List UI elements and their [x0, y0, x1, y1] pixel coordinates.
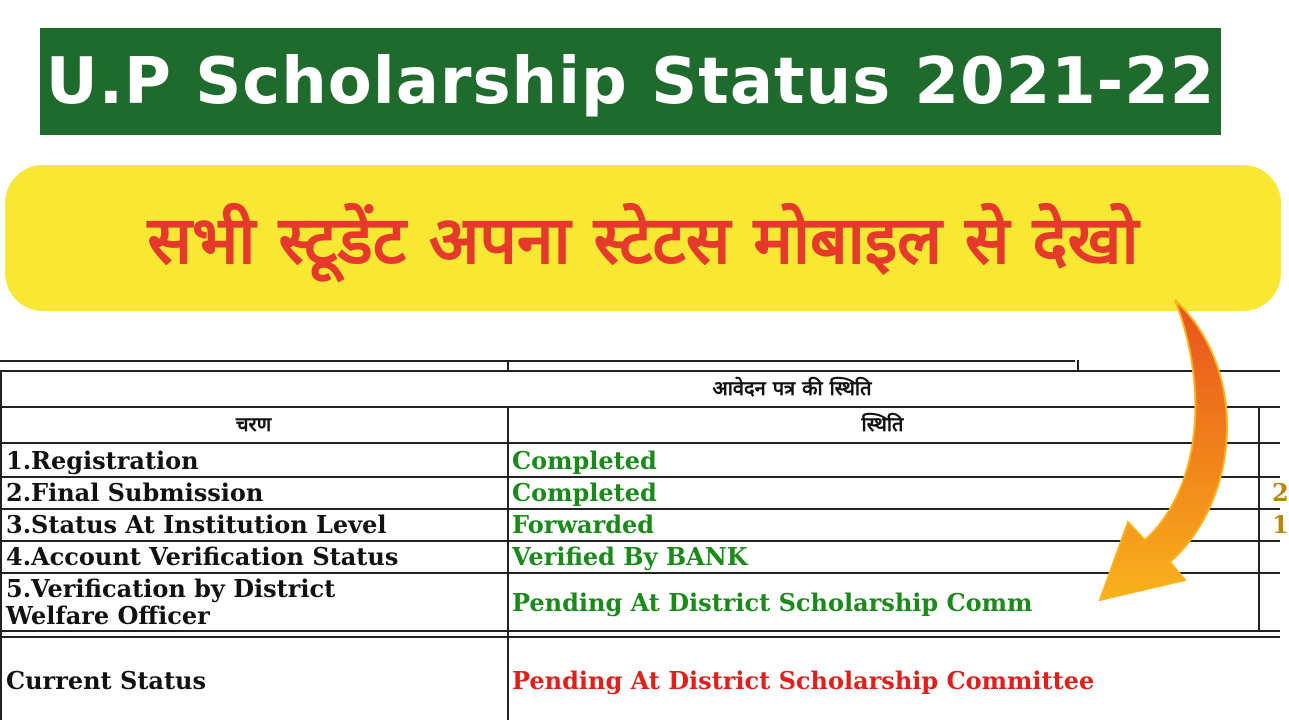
row-status-final-submission: Completed [512, 478, 657, 507]
row-status-district: Pending At District Scholarship Comm [512, 588, 1033, 617]
table-border [0, 630, 1280, 632]
side-fragment: 2 [1272, 478, 1289, 507]
current-status-value: Pending At District Scholarship Committee [512, 666, 1095, 695]
row-stage-institution: 3.Status At Institution Level [6, 510, 387, 539]
title-banner [40, 28, 1221, 135]
table-border [0, 360, 1075, 362]
column-header-stage: चरण [235, 412, 272, 436]
table-border [507, 360, 509, 370]
row-status-institution: Forwarded [512, 510, 655, 539]
hindi-banner [5, 165, 1281, 311]
table-border [0, 442, 1280, 444]
table-border [507, 406, 509, 720]
row-status-account-verification: Verified By BANK [512, 542, 748, 571]
row-stage-district-line2: Welfare Officer [6, 601, 210, 630]
row-stage-district-line1: 5.Verification by District [6, 574, 336, 603]
side-fragment: 1 [1272, 510, 1289, 539]
column-header-status: स्थिति [861, 412, 904, 436]
table-border [0, 370, 1280, 372]
row-stage-registration: 1.Registration [6, 446, 199, 475]
page-title: U.P Scholarship Status 2021-22 [45, 44, 1216, 119]
status-table [0, 360, 1289, 720]
row-stage-final-submission: 2.Final Submission [6, 478, 264, 507]
curved-arrow-icon [1090, 300, 1280, 640]
hindi-subtitle: सभी स्टूडेंट अपना स्टेटस मोबाइल से देखो [147, 202, 1139, 279]
current-status-label: Current Status [6, 666, 207, 695]
table-border [0, 636, 1280, 638]
row-stage-account-verification: 4.Account Verification Status [6, 542, 399, 571]
table-border [0, 406, 1280, 408]
row-status-registration: Completed [512, 446, 657, 475]
table-border [1077, 360, 1079, 370]
table-caption: आवेदन पत्र की स्थिति [712, 376, 872, 400]
